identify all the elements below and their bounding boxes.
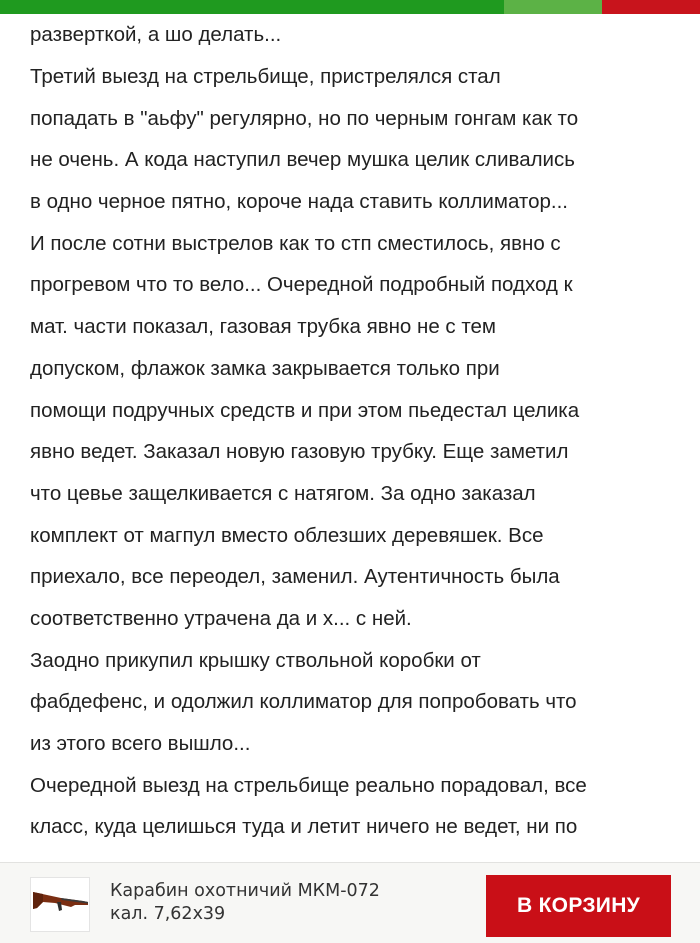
product-name-line1: Карабин охотничий МКМ-072: [110, 881, 380, 901]
article-line: не очень. А кода наступил вечер мушка целик сливались: [30, 148, 575, 172]
rifle-thumbnail-icon: [31, 878, 89, 931]
article-line: из этого всего вышло...: [30, 732, 251, 755]
article-line: разверткой, а шо делать...: [30, 23, 282, 46]
article-line: мат. части показал, газовая трубка явно не с тем: [30, 315, 497, 339]
article-text: [30, 14, 680, 862]
article-line: комплект от магпул вместо облезших деревяшек. Все: [30, 523, 544, 547]
article-line: что цевье защелкивается с натягом. За одно заказал: [30, 481, 536, 505]
article-line: приехало, все переодел, заменил. Аутентичность была: [30, 565, 560, 589]
article-line: Очередной выезд на стрельбище реально порадовал, все: [30, 773, 587, 797]
article-line: попадать в "аьфу" регулярно, но по черным гонгам как то: [30, 106, 579, 130]
product-name[interactable]: [110, 880, 470, 926]
article-line: И после сотни выстрелов как то стп сместилось, явно с: [30, 231, 561, 255]
article-line: соответственно утрачена да и х... с ней.: [30, 606, 412, 630]
top-bar-green-segment: [0, 0, 504, 14]
article-line: в одно черное пятно, короче нада ставить коллиматор...: [30, 190, 568, 214]
article-line: Заодно прикупил крышку ствольной коробки от: [30, 648, 481, 672]
product-name-line2: кал. 7,62х39: [110, 904, 226, 924]
top-bar-red-segment: [602, 0, 700, 14]
product-thumbnail[interactable]: [30, 877, 90, 932]
add-to-cart-button[interactable]: В КОРЗИНУ: [486, 875, 671, 937]
top-bar-light-green-segment: [504, 0, 602, 14]
article-line: явно ведет. Заказал новую газовую трубку. Еще заметил: [30, 440, 569, 464]
article-line: прогревом что то вело... Очередной подробный подход к: [30, 273, 573, 297]
article-line: помощи подручных средств и при этом пьедестал целика: [30, 398, 580, 422]
sticky-product-footer: [0, 862, 700, 943]
article-line: фабдефенс, и одолжил коллиматор для попробовать что: [30, 690, 577, 714]
article-line: класс, куда целишься туда и летит ничего не ведет, ни по: [30, 815, 578, 839]
article-line: допуском, флажок замка закрывается только при: [30, 356, 500, 380]
article-line: Третий выезд на стрельбище, пристрелялся стал: [30, 65, 501, 88]
top-color-bar: [0, 0, 700, 14]
